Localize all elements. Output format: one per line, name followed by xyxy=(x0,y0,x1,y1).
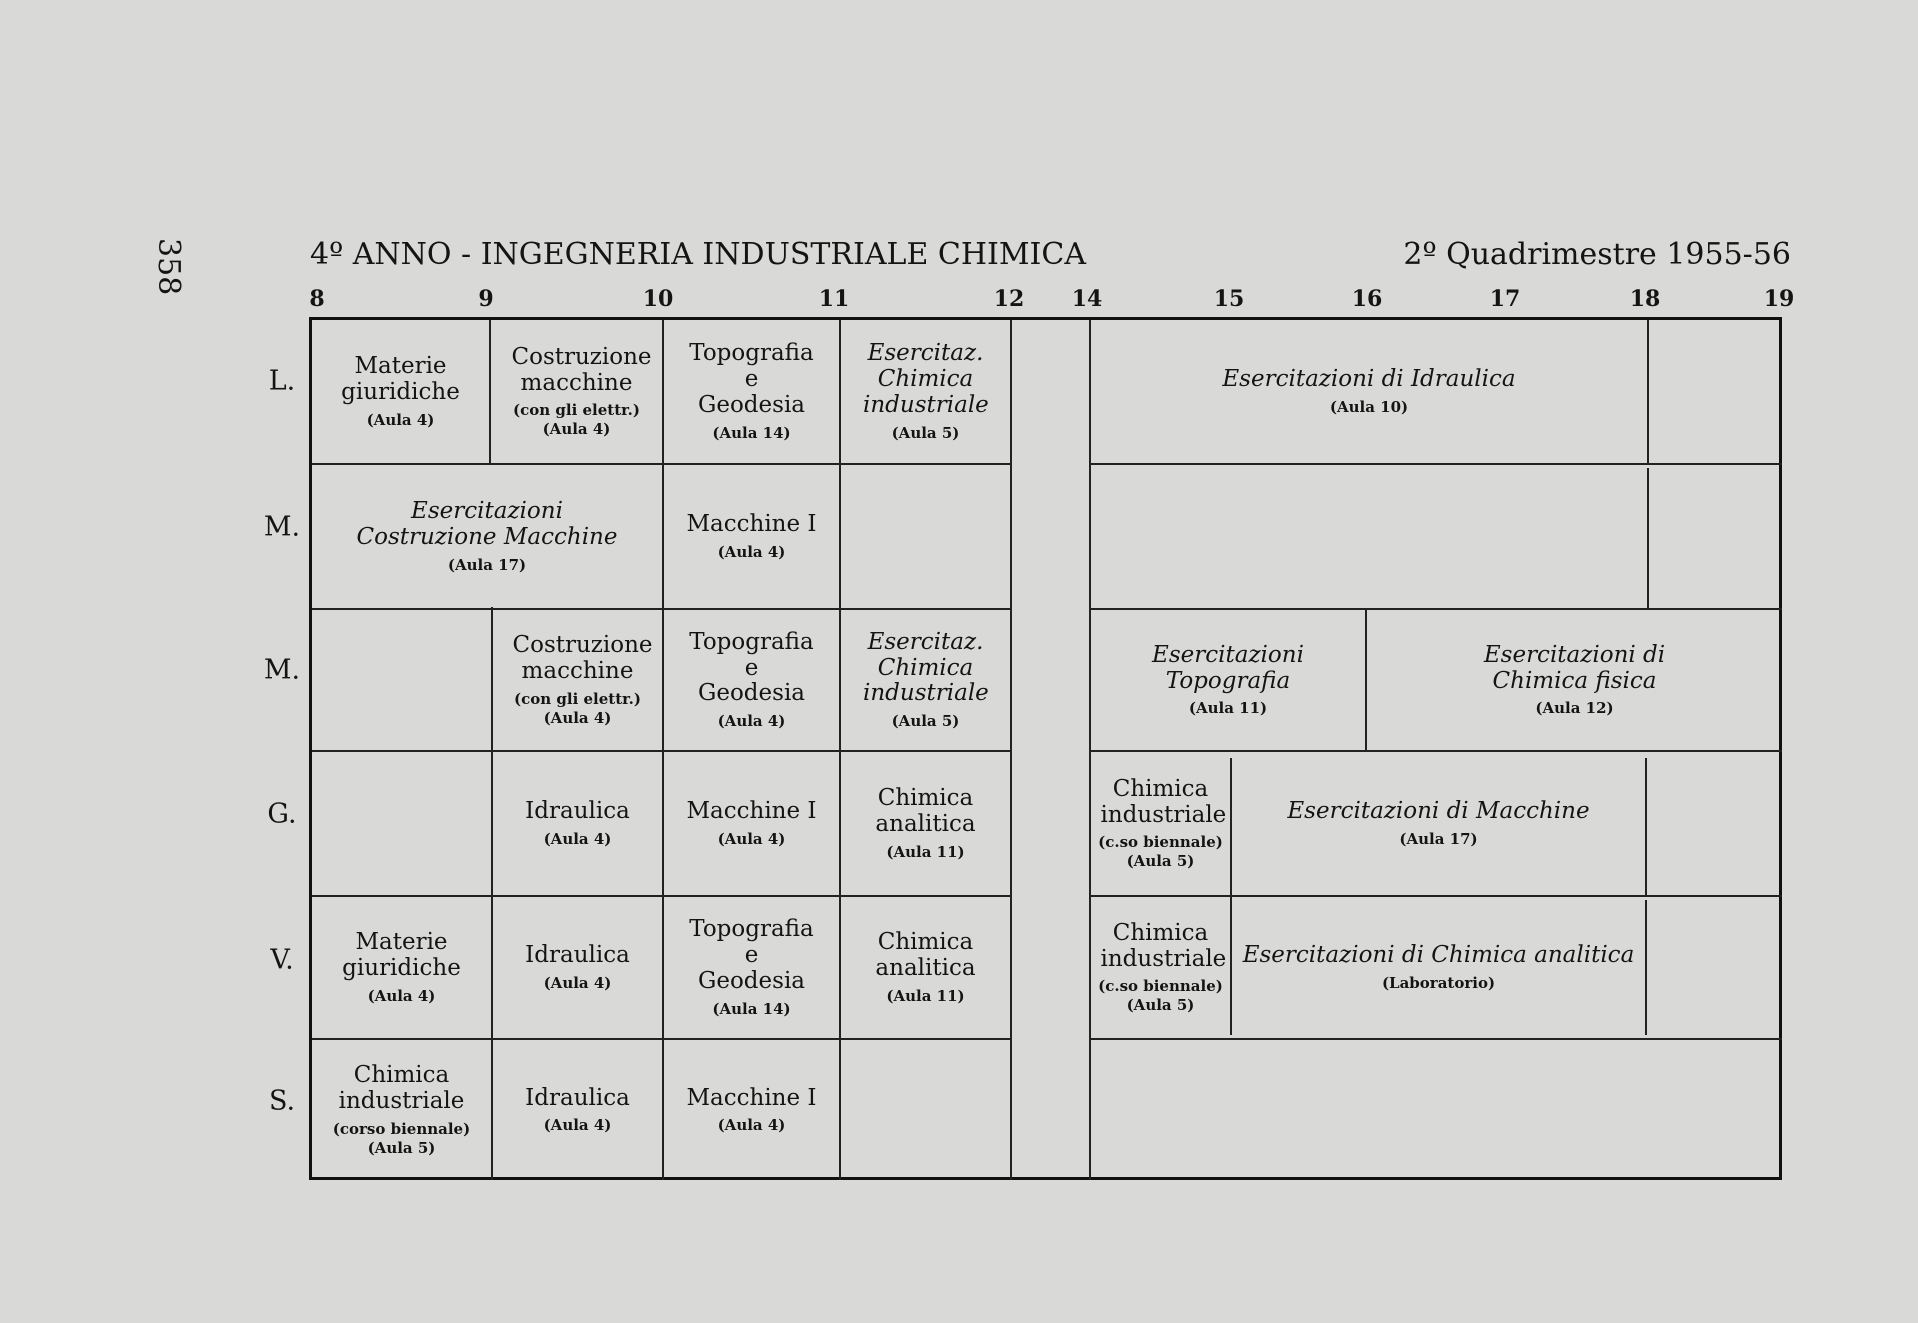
room: (Laboratorio) xyxy=(1381,973,1496,992)
grid-line xyxy=(1647,468,1649,608)
subject: Esercitazioni di Macchine xyxy=(1287,798,1590,825)
cell-wed-14 xyxy=(1091,610,1365,750)
subject: Macchine I xyxy=(686,798,817,825)
cell-wed-11 xyxy=(841,610,1010,750)
room: (Aula 4) xyxy=(366,410,435,429)
room: (Aula 4) xyxy=(717,712,786,731)
cell-wed-10 xyxy=(664,610,839,750)
room: (Aula 4) xyxy=(543,829,612,848)
grid-line xyxy=(1645,758,1647,895)
grid-line xyxy=(1089,1038,1782,1040)
subject: Topografia e Geodesia xyxy=(689,916,814,994)
hour-label: 19 xyxy=(1763,286,1795,312)
subject: Idraulica xyxy=(525,1084,630,1111)
cell-fri-8 xyxy=(312,897,491,1038)
page-number: 358 xyxy=(151,238,186,296)
day-label-tuesday: M. xyxy=(263,511,301,543)
subject: Chimica analitica xyxy=(875,785,976,838)
cell-sat-8 xyxy=(312,1040,491,1180)
subject: Chimica analitica xyxy=(875,929,976,982)
cell-mon-14 xyxy=(1091,320,1647,463)
day-label-friday: V. xyxy=(270,944,294,976)
cell-tue-10 xyxy=(664,465,839,608)
room: (Aula 4) xyxy=(543,973,612,992)
hour-label: 15 xyxy=(1213,286,1245,312)
subject: Idraulica xyxy=(525,798,630,825)
hour-label: 14 xyxy=(1071,286,1103,312)
room: (Aula 4) xyxy=(543,1116,612,1135)
room: (Aula 5) xyxy=(367,1138,436,1157)
subject: Costruzione macchine xyxy=(511,343,652,396)
subject: Topografia e Geodesia xyxy=(689,628,814,707)
cell-wed-16 xyxy=(1367,610,1782,750)
cell-mon-11 xyxy=(841,320,1010,463)
room: (Aula 14) xyxy=(712,423,791,442)
day-label-monday: L. xyxy=(268,365,296,397)
subject: Materie giuridiche xyxy=(341,353,460,406)
room: (Aula 12) xyxy=(1535,699,1614,718)
subject: Esercitaz. Chimica industriale xyxy=(863,340,989,418)
subject: Chimica industriale xyxy=(1100,775,1227,828)
subject: Materie giuridiche xyxy=(342,929,461,982)
subject: Esercitaz. Chimica industriale xyxy=(863,628,989,707)
hour-label: 18 xyxy=(1629,286,1661,312)
grid-line xyxy=(1647,320,1649,463)
hour-label: 9 xyxy=(478,286,494,312)
room: (Aula 10) xyxy=(1329,397,1409,416)
room: (Aula 4) xyxy=(543,708,612,727)
room: (Aula 5) xyxy=(891,423,960,442)
room: (Aula 14) xyxy=(712,999,791,1018)
cell-fri-14 xyxy=(1091,897,1230,1038)
cell-thu-14 xyxy=(1091,752,1230,895)
cell-thu-9 xyxy=(493,752,662,895)
room: (Aula 11) xyxy=(886,842,965,861)
cell-sat-9 xyxy=(493,1040,662,1180)
room: (Aula 4) xyxy=(717,829,786,848)
room: (Aula 4) xyxy=(367,986,436,1005)
subject: Chimica industriale xyxy=(338,1062,465,1115)
hour-label: 8 xyxy=(309,286,325,312)
subject: Esercitazioni di Idraulica xyxy=(1222,366,1516,393)
cell-thu-11 xyxy=(841,752,1010,895)
term-label: 2º Quadrimestre 1955-56 xyxy=(1403,237,1791,272)
timetable-grid xyxy=(309,317,1782,1180)
hour-label: 10 xyxy=(642,286,674,312)
hour-label: 12 xyxy=(993,286,1025,312)
room: (Aula 4) xyxy=(542,420,611,439)
cell-wed-9 xyxy=(493,610,662,750)
subject: Esercitazioni Topografia xyxy=(1152,641,1304,694)
cell-fri-15 xyxy=(1232,897,1645,1038)
room: (Aula 5) xyxy=(1126,996,1195,1015)
subject: Esercitazioni Costruzione Macchine xyxy=(356,498,618,551)
note: (con gli elettr.) xyxy=(513,401,640,420)
room: (Aula 4) xyxy=(717,1116,786,1135)
grid-line xyxy=(1645,900,1647,1035)
cell-tue-8 xyxy=(312,465,662,608)
subject: Chimica industriale xyxy=(1100,919,1227,972)
hour-label: 17 xyxy=(1489,286,1521,312)
subject: Esercitazioni di Chimica fisica xyxy=(1483,641,1666,694)
day-label-saturday: S. xyxy=(268,1085,296,1117)
cell-mon-10 xyxy=(664,320,839,463)
subject: Idraulica xyxy=(525,942,630,969)
cell-thu-15 xyxy=(1232,752,1645,895)
room: (Aula 5) xyxy=(891,712,960,731)
page-title: 4º ANNO - INGEGNERIA INDUSTRIALE CHIMICA xyxy=(310,237,1087,272)
hour-label: 11 xyxy=(818,286,850,312)
room: (Aula 11) xyxy=(886,986,965,1005)
subject: Esercitazioni di Chimica analitica xyxy=(1242,942,1635,969)
note: (c.so biennale) xyxy=(1098,977,1223,996)
subject: Costruzione macchine xyxy=(512,632,653,685)
day-label-wednesday: M. xyxy=(263,654,301,686)
cell-sat-10 xyxy=(664,1040,839,1180)
cell-fri-10 xyxy=(664,897,839,1038)
cell-fri-9 xyxy=(493,897,662,1038)
room: (Aula 11) xyxy=(1188,699,1268,718)
subject: Macchine I xyxy=(686,1084,817,1111)
hour-label: 16 xyxy=(1351,286,1383,312)
room: (Aula 4) xyxy=(717,542,786,561)
room: (Aula 5) xyxy=(1126,852,1195,871)
note: (con gli elettr.) xyxy=(514,689,641,708)
grid-line xyxy=(1010,320,1012,1180)
room: (Aula 17) xyxy=(1399,829,1478,848)
day-label-thursday: G. xyxy=(267,798,297,830)
cell-fri-11 xyxy=(841,897,1010,1038)
note: (corso biennale) xyxy=(332,1119,471,1138)
grid-line xyxy=(1089,463,1782,465)
subject: Topografia e Geodesia xyxy=(689,340,814,418)
room: (Aula 17) xyxy=(447,555,527,574)
note: (c.so biennale) xyxy=(1098,833,1223,852)
cell-mon-9 xyxy=(491,320,662,463)
cell-mon-8 xyxy=(312,320,489,463)
cell-thu-10 xyxy=(664,752,839,895)
subject: Macchine I xyxy=(686,511,817,538)
